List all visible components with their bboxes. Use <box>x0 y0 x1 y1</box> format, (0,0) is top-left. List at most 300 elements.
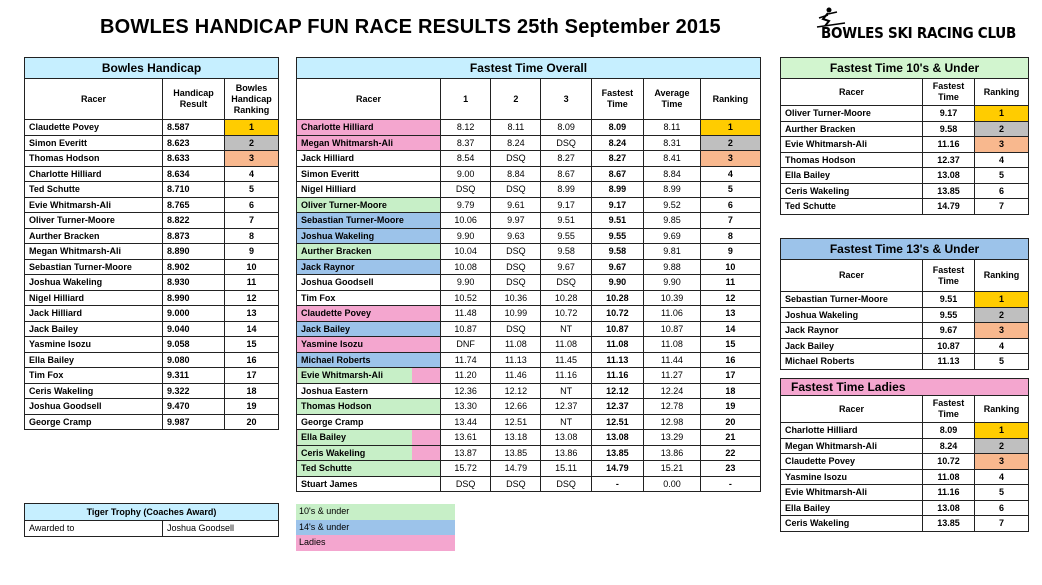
ranking: 1 <box>975 292 1029 308</box>
racer-name: Ella Bailey <box>781 168 923 184</box>
run-3-time: 9.51 <box>541 213 591 229</box>
fastest-time: 9.90 <box>591 275 643 291</box>
racer-name: Jack Raynor <box>297 259 441 275</box>
ranking: 2 <box>975 307 1029 323</box>
average-time: 8.99 <box>644 182 701 198</box>
club-logo <box>815 6 1015 52</box>
run-1-time: 8.54 <box>441 151 491 167</box>
ranking: 8 <box>700 228 760 244</box>
run-2-time: 11.46 <box>491 368 541 384</box>
fastest-time: 11.16 <box>923 485 975 501</box>
ranking: 15 <box>700 337 760 353</box>
run-3-time: 11.45 <box>541 352 591 368</box>
handicap-result: 8.990 <box>163 290 225 306</box>
handicap-result: 9.040 <box>163 321 225 337</box>
fastest-time: 9.67 <box>591 259 643 275</box>
run-3-time: 8.09 <box>541 120 591 136</box>
table-row <box>781 354 1029 370</box>
ranking: 4 <box>975 338 1029 354</box>
racer-name: Ted Schutte <box>25 182 163 198</box>
header-run-2: 2 <box>491 79 541 120</box>
header-run-3: 3 <box>541 79 591 120</box>
ranking: 4 <box>700 166 760 182</box>
fastest-time: 8.67 <box>591 166 643 182</box>
ranking: 5 <box>975 168 1029 184</box>
handicap-ranking: 13 <box>225 306 279 322</box>
table-row <box>781 106 1029 122</box>
header-racer: Racer <box>781 396 923 423</box>
fastest-time: 12.51 <box>591 414 643 430</box>
table-row <box>25 414 279 430</box>
run-3-time: 9.17 <box>541 197 591 213</box>
average-time: 9.69 <box>644 228 701 244</box>
run-1-time: 9.90 <box>441 228 491 244</box>
run-2-time: 9.63 <box>491 228 541 244</box>
racer-name: Megan Whitmarsh-Ali <box>781 438 923 454</box>
table-row <box>25 259 279 275</box>
racer-name: Ella Bailey <box>25 352 163 368</box>
handicap-ranking: 5 <box>225 182 279 198</box>
ranking: 9 <box>700 244 760 260</box>
handicap-result: 8.623 <box>163 135 225 151</box>
fastest-time: 12.37 <box>923 152 975 168</box>
fastest-time: 8.27 <box>591 151 643 167</box>
table-row <box>781 500 1029 516</box>
run-2-time: DSQ <box>491 275 541 291</box>
table-row <box>297 120 761 136</box>
table-row <box>297 461 761 477</box>
fastest-time: 9.17 <box>591 197 643 213</box>
fastest-time: 11.13 <box>591 352 643 368</box>
fastest-time: 10.87 <box>591 321 643 337</box>
table-row <box>297 445 761 461</box>
racer-name: Claudette Povey <box>781 454 923 470</box>
fastest-time: 8.09 <box>591 120 643 136</box>
average-time: 10.39 <box>644 290 701 306</box>
table-row <box>781 485 1029 501</box>
average-time: 11.27 <box>644 368 701 384</box>
average-time: 9.52 <box>644 197 701 213</box>
ranking: 1 <box>700 120 760 136</box>
table-row <box>25 321 279 337</box>
ranking: 12 <box>700 290 760 306</box>
ranking: 4 <box>975 152 1029 168</box>
handicap-table <box>24 57 279 430</box>
run-1-time: 9.00 <box>441 166 491 182</box>
handicap-result: 8.930 <box>163 275 225 291</box>
table-row <box>781 137 1029 153</box>
table-row <box>781 323 1029 339</box>
racer-name: Yasmine Isozu <box>297 337 441 353</box>
fastest-time: - <box>591 476 643 492</box>
table-row <box>297 259 761 275</box>
header-racer: Racer <box>25 79 163 120</box>
racer-name: George Cramp <box>297 414 441 430</box>
handicap-ranking: 14 <box>225 321 279 337</box>
racer-name: Claudette Povey <box>25 120 163 136</box>
fastest-time: 12.12 <box>591 383 643 399</box>
racer-name: Oliver Turner-Moore <box>25 213 163 229</box>
fastest-time: 14.79 <box>591 461 643 477</box>
racer-name: Evie Whitmarsh-Ali <box>25 197 163 213</box>
run-3-time: DSQ <box>541 275 591 291</box>
handicap-result: 8.890 <box>163 244 225 260</box>
table-row <box>297 228 761 244</box>
table-row <box>297 275 761 291</box>
handicap-result: 8.710 <box>163 182 225 198</box>
run-2-time: 13.18 <box>491 430 541 446</box>
ranking: 2 <box>700 135 760 151</box>
fastest-time: 9.55 <box>923 307 975 323</box>
fastest-time: 10.72 <box>591 306 643 322</box>
table-row <box>25 244 279 260</box>
average-time: 13.29 <box>644 430 701 446</box>
racer-name: Jack Raynor <box>781 323 923 339</box>
racer-name: Michael Roberts <box>297 352 441 368</box>
table-row <box>297 476 761 492</box>
ranking: 3 <box>700 151 760 167</box>
ranking: 14 <box>700 321 760 337</box>
fastest-time: 13.08 <box>591 430 643 446</box>
ranking: 2 <box>975 438 1029 454</box>
racer-name: Evie Whitmarsh-Ali <box>781 485 923 501</box>
run-3-time: 8.99 <box>541 182 591 198</box>
handicap-ranking: 9 <box>225 244 279 260</box>
racer-name: Ella Bailey <box>781 500 923 516</box>
racer-name: Aurther Bracken <box>297 244 441 260</box>
racer-name: Oliver Turner-Moore <box>297 197 441 213</box>
header-ranking: Ranking <box>975 79 1029 106</box>
run-2-time: 12.66 <box>491 399 541 415</box>
racer-name: Tim Fox <box>297 290 441 306</box>
ranking: 16 <box>700 352 760 368</box>
run-3-time: 10.28 <box>541 290 591 306</box>
run-2-time: 9.97 <box>491 213 541 229</box>
fastest-overall-table <box>296 57 761 492</box>
table-row <box>25 120 279 136</box>
handicap-result: 8.902 <box>163 259 225 275</box>
racer-name: Nigel Hilliard <box>25 290 163 306</box>
header-ranking: Ranking <box>975 260 1029 292</box>
handicap-ranking: 11 <box>225 275 279 291</box>
handicap-ranking: 6 <box>225 197 279 213</box>
run-2-time: 8.24 <box>491 135 541 151</box>
ranking: 6 <box>975 183 1029 199</box>
handicap-ranking: 12 <box>225 290 279 306</box>
handicap-ranking: 20 <box>225 414 279 430</box>
header-run-1: 1 <box>441 79 491 120</box>
racer-name: Jack Bailey <box>297 321 441 337</box>
racer-name: Oliver Turner-Moore <box>781 106 923 122</box>
handicap-result: 9.000 <box>163 306 225 322</box>
table-row <box>25 352 279 368</box>
fastest-time: 10.28 <box>591 290 643 306</box>
fastest-time: 9.58 <box>591 244 643 260</box>
header-fastest-time: Fastest Time <box>591 79 643 120</box>
run-1-time: 11.48 <box>441 306 491 322</box>
header-racer: Racer <box>297 79 441 120</box>
racer-name: Yasmine Isozu <box>25 337 163 353</box>
racer-name: Joshua Goodsell <box>25 399 163 415</box>
run-1-time: 10.04 <box>441 244 491 260</box>
fastest-time: 8.99 <box>591 182 643 198</box>
ranking: 5 <box>700 182 760 198</box>
racer-name: Joshua Wakeling <box>25 275 163 291</box>
racer-name: Aurther Bracken <box>781 121 923 137</box>
table-row <box>25 182 279 198</box>
fastest-time: 9.51 <box>923 292 975 308</box>
fastest-time: 13.85 <box>923 183 975 199</box>
handicap-result: 8.765 <box>163 197 225 213</box>
run-3-time: 13.86 <box>541 445 591 461</box>
table-row <box>297 337 761 353</box>
fastest-time: 13.85 <box>591 445 643 461</box>
racer-name: Evie Whitmarsh-Ali <box>781 137 923 153</box>
table-row <box>297 430 761 446</box>
table-row <box>25 383 279 399</box>
run-1-time: 13.87 <box>441 445 491 461</box>
table-row <box>25 290 279 306</box>
header-ranking: Ranking <box>975 396 1029 423</box>
table-row <box>781 199 1029 215</box>
ranking: 6 <box>700 197 760 213</box>
ranking: 7 <box>975 199 1029 215</box>
fastest-time: 13.08 <box>923 500 975 516</box>
run-3-time: DSQ <box>541 135 591 151</box>
table-row <box>781 454 1029 470</box>
handicap-result: 9.470 <box>163 399 225 415</box>
run-2-time: 11.13 <box>491 352 541 368</box>
average-time: 8.84 <box>644 166 701 182</box>
average-time: 9.88 <box>644 259 701 275</box>
racer-name: Joshua Wakeling <box>781 307 923 323</box>
run-1-time: 11.74 <box>441 352 491 368</box>
tiger-caption: Tiger Trophy (Coaches Award) <box>25 504 279 521</box>
table-row <box>297 213 761 229</box>
average-time: 12.78 <box>644 399 701 415</box>
ranking: 20 <box>700 414 760 430</box>
run-2-time: DSQ <box>491 151 541 167</box>
racer-name: Megan Whitmarsh-Ali <box>25 244 163 260</box>
fastest-time: 9.67 <box>923 323 975 339</box>
racer-name: Ceris Wakeling <box>25 383 163 399</box>
table-row <box>25 166 279 182</box>
category-legend <box>296 504 455 551</box>
legend-fourteens: 14's & under <box>296 520 455 536</box>
table-row <box>781 469 1029 485</box>
average-time: 11.06 <box>644 306 701 322</box>
header-fastest-time: Fastest Time <box>923 79 975 106</box>
legend-ladies: Ladies <box>296 535 455 551</box>
racer-name: Ella Bailey <box>297 430 441 446</box>
racer-name: Ted Schutte <box>297 461 441 477</box>
run-1-time: 9.79 <box>441 197 491 213</box>
fastest-time: 9.51 <box>591 213 643 229</box>
racer-name: Nigel Hilliard <box>297 182 441 198</box>
table-row <box>781 168 1029 184</box>
racer-name: Sebastian Turner-Moore <box>781 292 923 308</box>
fastest-time: 12.37 <box>591 399 643 415</box>
average-time: 8.41 <box>644 151 701 167</box>
racer-name: Charlotte Hilliard <box>25 166 163 182</box>
tiger-trophy-table <box>24 503 279 537</box>
fastest-time: 8.24 <box>923 438 975 454</box>
handicap-ranking: 19 <box>225 399 279 415</box>
table-row <box>297 383 761 399</box>
ranking: 3 <box>975 137 1029 153</box>
run-3-time: NT <box>541 383 591 399</box>
ranking: 5 <box>975 354 1029 370</box>
racer-name: Michael Roberts <box>781 354 923 370</box>
table-row <box>297 321 761 337</box>
table-row <box>25 213 279 229</box>
table-row <box>781 152 1029 168</box>
average-time: 9.81 <box>644 244 701 260</box>
run-2-time: 9.61 <box>491 197 541 213</box>
fastest-time: 9.17 <box>923 106 975 122</box>
average-time: 9.85 <box>644 213 701 229</box>
fastest-time: 9.58 <box>923 121 975 137</box>
racer-name: Charlotte Hilliard <box>781 423 923 439</box>
ladies-caption: Fastest Time Ladies <box>781 379 1029 396</box>
run-3-time: 8.67 <box>541 166 591 182</box>
table-row <box>781 516 1029 532</box>
table-row <box>781 338 1029 354</box>
table-row <box>781 423 1029 439</box>
handicap-ranking: 2 <box>225 135 279 151</box>
handicap-result: 8.873 <box>163 228 225 244</box>
table-row <box>297 182 761 198</box>
table-row <box>297 197 761 213</box>
average-time: 12.24 <box>644 383 701 399</box>
average-time: 8.31 <box>644 135 701 151</box>
racer-name: Jack Bailey <box>781 338 923 354</box>
racer-name: Jack Bailey <box>25 321 163 337</box>
ranking: 19 <box>700 399 760 415</box>
racer-name: Ceris Wakeling <box>781 516 923 532</box>
fastest-time: 14.79 <box>923 199 975 215</box>
fastest-time: 9.55 <box>591 228 643 244</box>
run-1-time: 11.20 <box>441 368 491 384</box>
handicap-ranking: 18 <box>225 383 279 399</box>
racer-name: Joshua Eastern <box>297 383 441 399</box>
fastest-time: 13.08 <box>923 168 975 184</box>
racer-name: Ceris Wakeling <box>297 445 441 461</box>
run-1-time: DSQ <box>441 476 491 492</box>
run-3-time: 8.27 <box>541 151 591 167</box>
racer-name: Thomas Hodson <box>781 152 923 168</box>
run-1-time: 12.36 <box>441 383 491 399</box>
run-1-time: 13.61 <box>441 430 491 446</box>
racer-name: Megan Whitmarsh-Ali <box>297 135 441 151</box>
table-row <box>297 290 761 306</box>
fastest-time: 10.87 <box>923 338 975 354</box>
run-1-time: 13.44 <box>441 414 491 430</box>
table-row <box>25 151 279 167</box>
handicap-result: 9.080 <box>163 352 225 368</box>
run-1-time: 8.37 <box>441 135 491 151</box>
ranking: 18 <box>700 383 760 399</box>
fastest-time: 11.13 <box>923 354 975 370</box>
handicap-result: 9.322 <box>163 383 225 399</box>
handicap-result: 9.058 <box>163 337 225 353</box>
run-1-time: 10.87 <box>441 321 491 337</box>
ladies-table <box>780 378 1029 532</box>
tens-table <box>780 57 1029 215</box>
run-3-time: 11.16 <box>541 368 591 384</box>
run-3-time: DSQ <box>541 476 591 492</box>
handicap-ranking: 17 <box>225 368 279 384</box>
handicap-ranking: 10 <box>225 259 279 275</box>
header-racer: Racer <box>781 79 923 106</box>
handicap-result: 8.822 <box>163 213 225 229</box>
run-2-time: DSQ <box>491 244 541 260</box>
thirteens-caption: Fastest Time 13's & Under <box>781 239 1029 260</box>
racer-name: Sebastian Turner-Moore <box>297 213 441 229</box>
ranking: 22 <box>700 445 760 461</box>
fastest-time: 8.09 <box>923 423 975 439</box>
handicap-ranking: 16 <box>225 352 279 368</box>
run-3-time: 11.08 <box>541 337 591 353</box>
run-2-time: 8.11 <box>491 120 541 136</box>
run-2-time: 14.79 <box>491 461 541 477</box>
racer-name: George Cramp <box>25 414 163 430</box>
fastest-time: 11.08 <box>591 337 643 353</box>
average-time: 8.11 <box>644 120 701 136</box>
table-row <box>297 352 761 368</box>
thirteens-table <box>780 238 1029 370</box>
ranking: 13 <box>700 306 760 322</box>
racer-name: Jack Hilliard <box>25 306 163 322</box>
handicap-ranking: 15 <box>225 337 279 353</box>
run-1-time: 10.06 <box>441 213 491 229</box>
table-row <box>25 399 279 415</box>
racer-name: Joshua Goodsell <box>297 275 441 291</box>
run-2-time: DSQ <box>491 321 541 337</box>
run-2-time: DSQ <box>491 476 541 492</box>
run-2-time: 13.85 <box>491 445 541 461</box>
run-3-time: 12.37 <box>541 399 591 415</box>
average-time: 9.90 <box>644 275 701 291</box>
fastest-time: 11.16 <box>923 137 975 153</box>
average-time: 12.98 <box>644 414 701 430</box>
run-3-time: NT <box>541 414 591 430</box>
ranking: 6 <box>975 500 1029 516</box>
racer-name: Ted Schutte <box>781 199 923 215</box>
racer-name: Sebastian Turner-Moore <box>25 259 163 275</box>
run-2-time: 12.51 <box>491 414 541 430</box>
racer-name: Joshua Wakeling <box>297 228 441 244</box>
racer-name: Simon Everitt <box>297 166 441 182</box>
racer-name: Aurther Bracken <box>25 228 163 244</box>
average-time: 10.87 <box>644 321 701 337</box>
handicap-ranking: 1 <box>225 120 279 136</box>
handicap-result: 9.311 <box>163 368 225 384</box>
table-row <box>297 414 761 430</box>
run-2-time: 12.12 <box>491 383 541 399</box>
racer-name: Stuart James <box>297 476 441 492</box>
ranking: 3 <box>975 454 1029 470</box>
racer-name: Tim Fox <box>25 368 163 384</box>
ranking: 7 <box>700 213 760 229</box>
table-row <box>25 368 279 384</box>
legend-tens: 10's & under <box>296 504 455 520</box>
table-row <box>781 121 1029 137</box>
run-1-time: DNF <box>441 337 491 353</box>
run-3-time: 13.08 <box>541 430 591 446</box>
handicap-ranking: 8 <box>225 228 279 244</box>
racer-name: Jack Hilliard <box>297 151 441 167</box>
